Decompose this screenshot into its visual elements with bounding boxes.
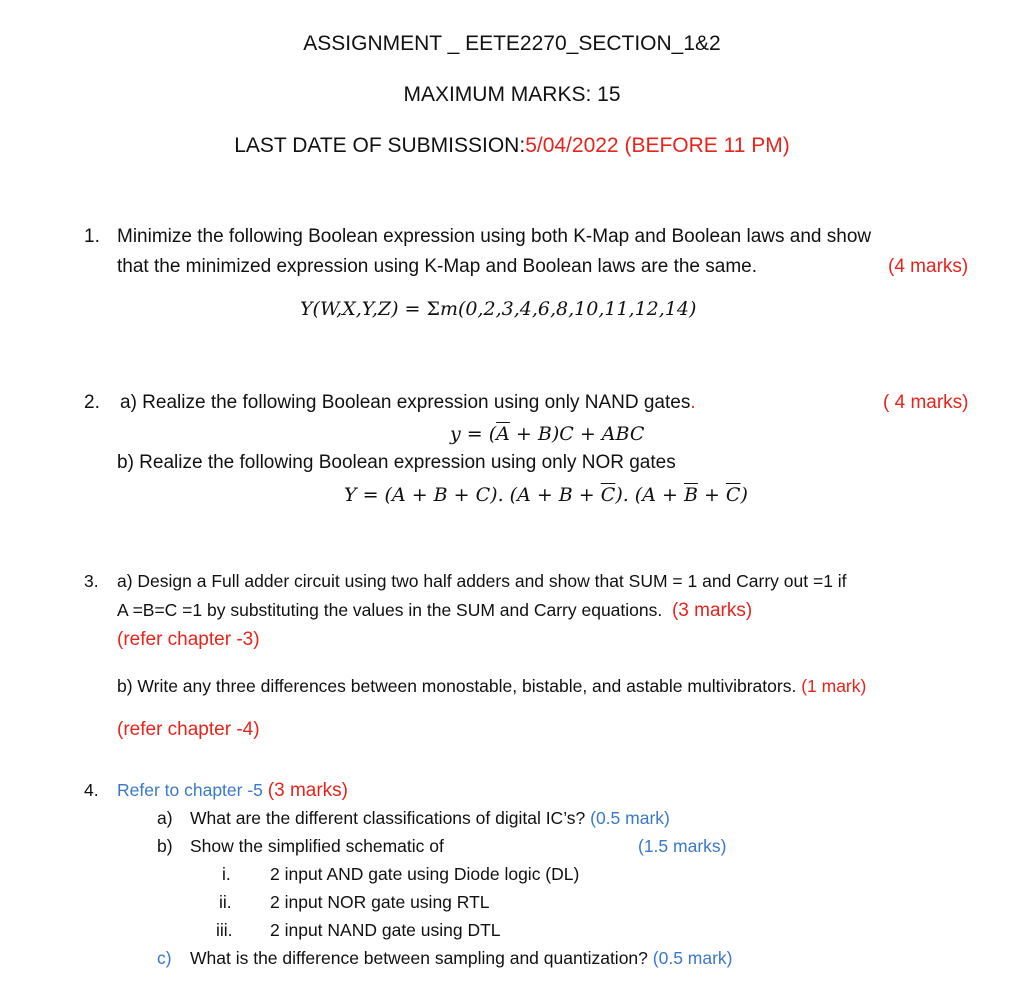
- question-4-marks: (3 marks): [267, 780, 349, 801]
- question-2a-text: a) Realize the following Boolean expression using only NAND gates.: [120, 392, 696, 413]
- question-4-reference: Refer to chapter -5: [117, 780, 263, 800]
- question-3-number: 3.: [84, 571, 99, 591]
- question-2-number: 2.: [84, 392, 100, 413]
- question-4a-text: What are the different classifications of digital IC’s? (0.5 mark): [190, 808, 670, 828]
- question-3b-marks: (1 mark): [801, 676, 867, 696]
- question-3b-text: b) Write any three differences between monostable, bistable, and astable multivibrators. (1 mark): [117, 676, 867, 696]
- deadline-label: LAST DATE OF SUBMISSION:: [234, 134, 526, 157]
- subitem-text: 2 input NOR gate using RTL: [270, 892, 490, 912]
- question-4a-label: a): [157, 808, 173, 828]
- subitem-text: 2 input NAND gate using DTL: [270, 920, 501, 940]
- question-4b-text: Show the simplified schematic of: [190, 836, 444, 856]
- question-1-line-1: Minimize the following Boolean expression using both K-Map and Boolean laws and show: [117, 226, 872, 247]
- subitem-text: 2 input AND gate using Diode logic (DL): [270, 864, 580, 884]
- subitem-label: i.: [222, 864, 231, 884]
- question-2b-expression: Y = (A + B + C). $(A + B + \overline{C})$. $(A + \overline{B} + \overline{C})$: [344, 484, 748, 506]
- question-3a-line-1: a) Design a Full adder circuit using two half adders and show that SUM = 1 and Carry out =1 if: [117, 571, 847, 591]
- question-1-line-2: that the minimized expression using K-Map and Boolean laws are the same.: [117, 256, 758, 277]
- question-2a-expression: $y = (\overline{A} + B)C$ + ABC: [450, 423, 645, 445]
- question-1-expression: Y(W,X,Y,Z) = Σm(0,2,3,4,6,8,10,11,12,14): [300, 298, 697, 320]
- question-1-marks: (4 marks): [888, 256, 969, 277]
- maximum-marks: MAXIMUM MARKS: 15: [403, 83, 621, 106]
- subitem-label: iii.: [216, 920, 233, 940]
- question-4b-label: b): [157, 836, 173, 856]
- question-1-number: 1.: [84, 226, 100, 247]
- question-4b-marks: (1.5 marks): [638, 836, 727, 856]
- question-3b-reference: (refer chapter -4): [117, 719, 260, 740]
- question-2-marks: ( 4 marks): [883, 392, 969, 413]
- submission-deadline: [0, 134, 1024, 158]
- question-2b-text: b) Realize the following Boolean expression using only NOR gates: [117, 452, 676, 473]
- question-4-number: 4.: [84, 780, 99, 800]
- question-3a-marks: (3 marks): [671, 600, 753, 621]
- deadline-value: 5/04/2022 (BEFORE 11 PM): [525, 134, 790, 157]
- subitem-label: ii.: [219, 892, 232, 912]
- question-4c-label: c): [157, 948, 172, 968]
- question-3a-reference: (refer chapter -3): [117, 629, 260, 650]
- question-3a-line-2: A =B=C =1 by substituting the values in the SUM and Carry equations. (3 marks): [117, 600, 753, 621]
- question-4c-text: What is the difference between sampling and quantization? (0.5 mark): [190, 948, 733, 968]
- question-4-heading: [117, 780, 348, 802]
- question-4c-marks: (0.5 mark): [652, 948, 733, 968]
- assignment-title: ASSIGNMENT _ EETE2270_SECTION_1&2: [303, 32, 721, 55]
- question-4a-marks: (0.5 mark): [590, 808, 670, 828]
- sigma-symbol: Σ: [426, 298, 440, 320]
